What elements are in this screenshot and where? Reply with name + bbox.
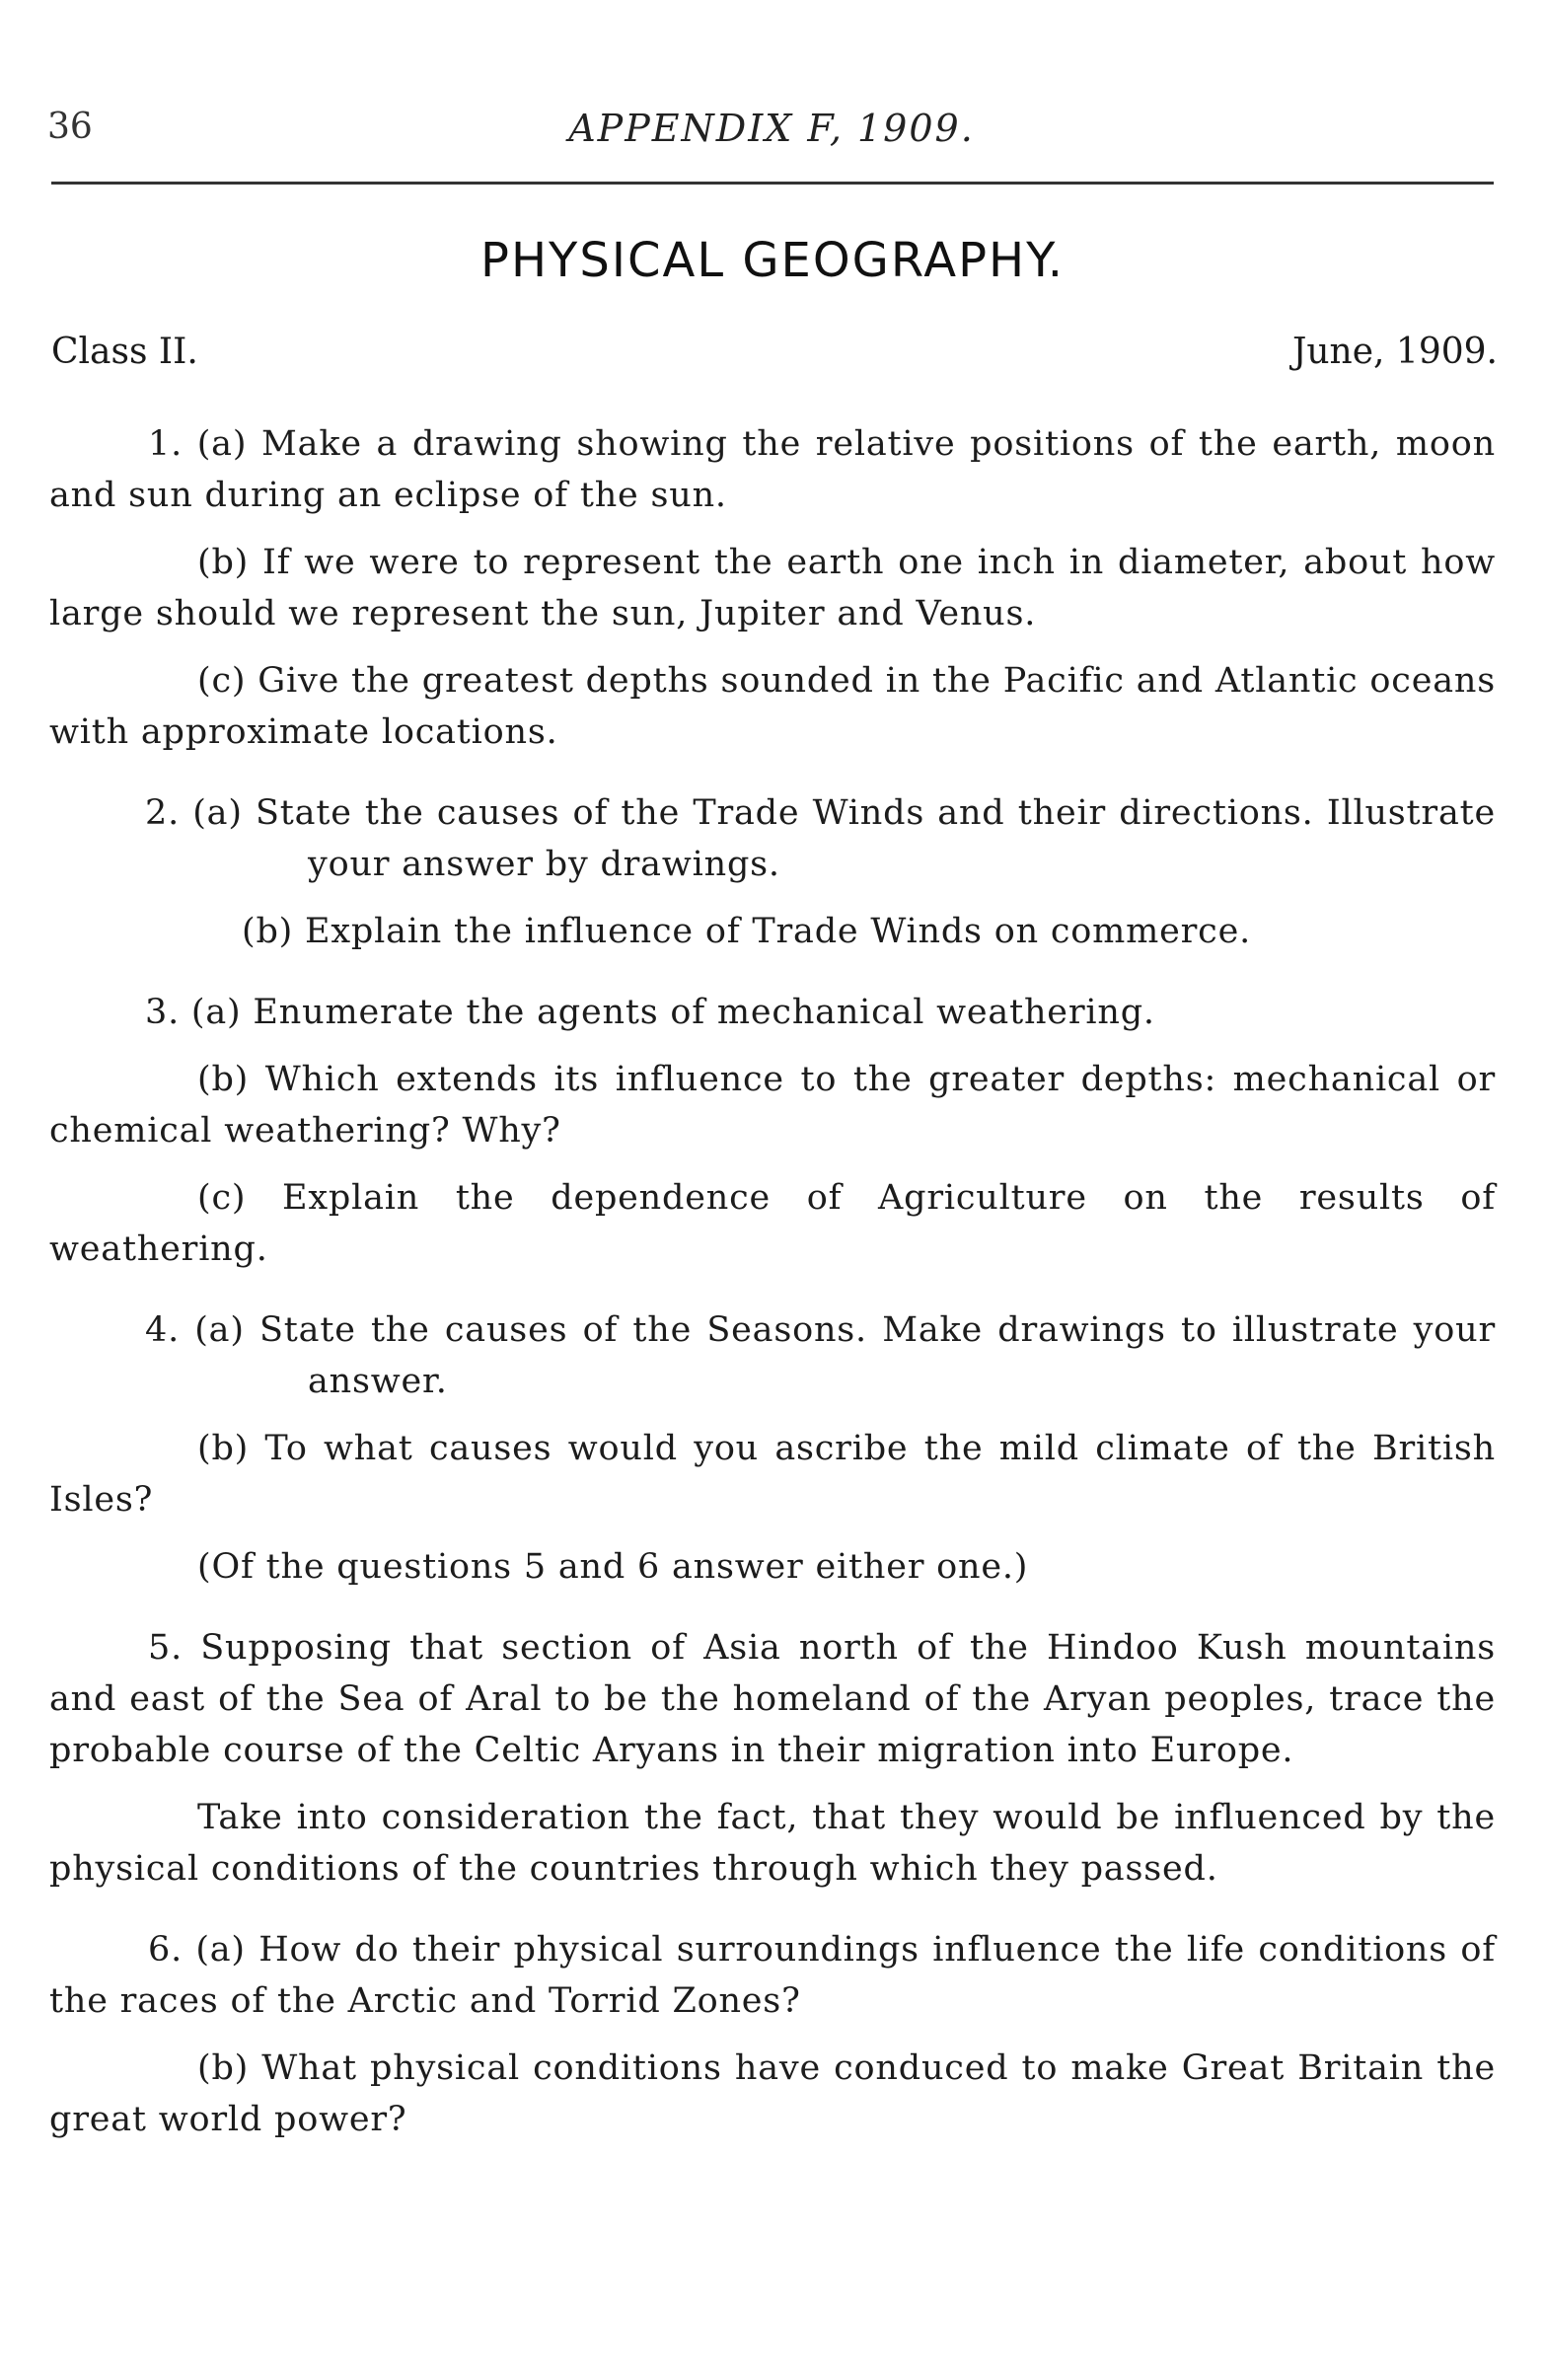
- answer-instruction: (Of the questions 5 and 6 answer either one.): [197, 1547, 1029, 1587]
- page-number: 36: [47, 107, 93, 147]
- question-4b: (b) To what causes would you ascribe the mild climate of the British Isles?: [49, 1429, 1496, 1520]
- question-list: [49, 418, 1496, 2161]
- question-5: 5. Supposing that section of Asia north of the Hindoo Kush mountains and east of the Sea of Aral to be the homeland of the Aryan peoples, trace the probable course of the Celtic Aryans in their migration into Europe.: [49, 1628, 1496, 1770]
- page-title: PHYSICAL GEOGRAPHY.: [480, 233, 1065, 288]
- question-6a: 6. (a) How do their physical surroundings influence the life conditions of the races of the Arctic and Torrid Zones?: [49, 1930, 1496, 2021]
- question-2a: 2. (a) State the causes of the Trade Winds and their directions. Illustrate your answer by drawings.: [145, 793, 1496, 884]
- page-header: [47, 107, 1496, 166]
- question-1b: (b) If we were to represent the earth one inch in diameter, about how large should we represent the sun, Jupiter and Venus.: [49, 543, 1496, 633]
- question-3a: 3. (a) Enumerate the agents of mechanical weathering.: [145, 993, 1155, 1032]
- question-1a: 1. (a) Make a drawing showing the relative positions of the earth, moon and sun during an eclipse of the sun.: [49, 424, 1496, 515]
- exam-date: June, 1909.: [1291, 332, 1498, 372]
- question-3b: (b) Which extends its influence to the greater depths: mechanical or chemical weathering? Why?: [49, 1060, 1496, 1151]
- header-rule: [51, 182, 1494, 185]
- question-2b: (b) Explain the influence of Trade Winds on commerce.: [242, 912, 1252, 951]
- class-label: Class II.: [51, 332, 198, 372]
- question-3c: (c) Explain the dependence of Agriculture on the results of weathering.: [49, 1178, 1496, 1269]
- question-6b: (b) What physical conditions have conduced to make Great Britain the great world power?: [49, 2048, 1496, 2139]
- question-5-note: Take into consideration the fact, that they would be influenced by the physical conditions of the countries through which they passed.: [49, 1798, 1496, 1889]
- running-head: APPENDIX F, 1909.: [568, 107, 975, 150]
- question-4a: 4. (a) State the causes of the Seasons. Make drawings to illustrate your answer.: [145, 1310, 1496, 1401]
- question-1c: (c) Give the greatest depths sounded in the Pacific and Atlantic oceans with approximate locations.: [49, 661, 1496, 752]
